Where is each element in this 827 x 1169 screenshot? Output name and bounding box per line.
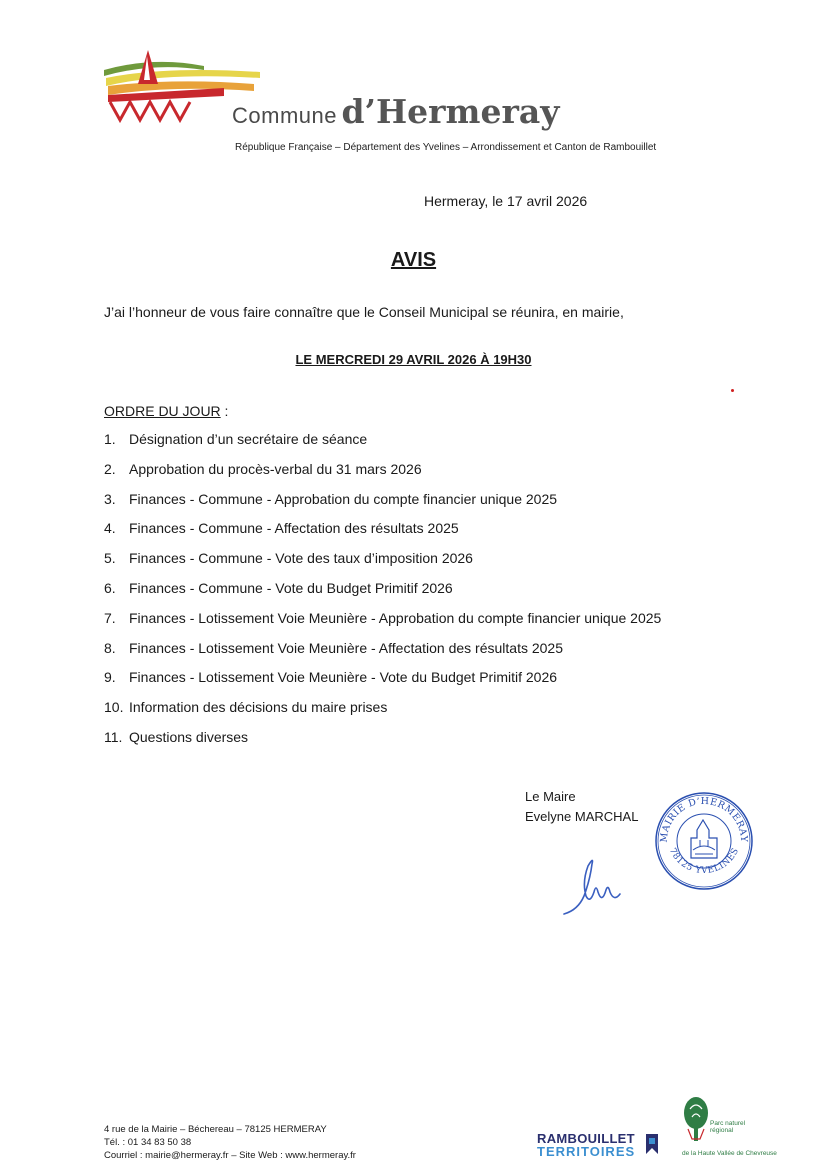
agenda-item — [104, 490, 661, 520]
agenda-item — [104, 549, 661, 579]
agenda-item-text: Questions diverses — [129, 728, 249, 745]
agenda-item-text: Finances - Lotissement Voie Meunière - Vote du Budget Primitif 2026 — [129, 669, 558, 686]
rambouillet-territoires-logo — [537, 1131, 665, 1161]
agenda-item-text: Finances - Commune - Vote des taux d’imposition 2026 — [129, 550, 473, 567]
agenda-item-number: 1. — [104, 431, 116, 447]
agenda-item — [104, 698, 661, 728]
agenda-item-text: Approbation du procès-verbal du 31 mars 2026 — [129, 460, 422, 477]
stamp-top-text: MAIRIE D’HERMERAY — [658, 795, 750, 843]
signatory-name: Evelyne MARCHAL — [525, 809, 639, 824]
agenda-item — [104, 609, 661, 639]
agenda-item — [104, 460, 661, 490]
parc-logo-line1: Parc naturel régional — [710, 1120, 746, 1134]
agenda-item-text: Finances - Commune - Affectation des résultats 2025 — [129, 520, 459, 537]
parc-naturel-logo — [680, 1095, 777, 1165]
agenda-item — [104, 519, 661, 549]
red-mark — [731, 389, 734, 392]
agenda-item-number: 5. — [104, 550, 116, 567]
commune-name — [232, 92, 559, 131]
signatory-role: Le Maire — [525, 789, 576, 804]
page-title: AVIS — [390, 249, 437, 271]
agenda-item-number: 8. — [104, 639, 116, 656]
meeting-date: LE MERCREDI 29 AVRIL 2026 À 19H30 — [295, 352, 532, 367]
footer-contact: Courriel : mairie@hermeray.fr – Site Web : www.hermeray.fr — [104, 1150, 356, 1161]
rambouillet-mark-icon — [645, 1132, 659, 1156]
rambouillet-logo-line2: TERRITOIRES — [537, 1144, 636, 1159]
commune-prefix: Commune — [232, 103, 337, 128]
agenda-list — [104, 430, 661, 758]
agenda-item-text: Désignation d’un secrétaire de séance — [129, 431, 368, 447]
svg-text:78125 YVELINES — [667, 847, 741, 877]
agenda-heading-suffix: : — [220, 403, 229, 419]
mayor-signature-icon — [558, 852, 628, 922]
intro-paragraph: J’ai l’honneur de vous faire connaître que le Conseil Municipal se réunira, en mairie, — [104, 304, 624, 320]
agenda-item — [104, 668, 661, 698]
agenda-item-text: Finances - Commune - Approbation du compte financier unique 2025 — [129, 490, 558, 507]
parc-logo-line2: de la Haute Vallée de Chevreuse — [682, 1150, 777, 1157]
agenda-item-text: Finances - Lotissement Voie Meunière - Approbation du compte financier unique 2025 — [129, 609, 662, 626]
footer-address-block — [104, 1123, 356, 1162]
parc-tree-icon — [682, 1095, 712, 1145]
agenda-item-text: Finances - Lotissement Voie Meunière - Affectation des résultats 2025 — [129, 639, 563, 656]
agenda-item — [104, 639, 661, 669]
agenda-item-text: Finances - Commune - Vote du Budget Primitif 2026 — [129, 579, 453, 596]
signature-block — [525, 787, 638, 827]
agenda-item — [104, 579, 661, 609]
agenda-item-number: 7. — [104, 609, 116, 626]
agenda-item-number: 11. — [104, 728, 123, 745]
date-line: Hermeray, le 17 avril 2026 — [424, 193, 588, 209]
agenda-item-number: 10. — [104, 699, 124, 716]
svg-text:MAIRIE D’HERMERAY — [659, 796, 749, 843]
agenda-heading — [104, 403, 228, 419]
agenda-item-text: Information des décisions du maire prises — [129, 699, 388, 716]
agenda-item-number: 4. — [104, 520, 116, 537]
agenda-item-number: 3. — [104, 490, 116, 507]
header-subtitle: République Française – Département des Yvelines – Arrondissement et Canton de Rambouillet — [235, 142, 657, 153]
agenda-item-number: 6. — [104, 579, 116, 596]
stamp-bottom-text: 78125 YVELINES — [666, 846, 742, 877]
mairie-stamp-icon — [653, 790, 755, 892]
rambouillet-logo-line1: RAMBOUILLET — [537, 1131, 635, 1146]
agenda-item — [104, 728, 661, 758]
agenda-item — [104, 430, 661, 460]
agenda-item-number: 9. — [104, 669, 116, 686]
agenda-heading-label: ORDRE DU JOUR — [104, 403, 221, 419]
agenda-item-number: 2. — [104, 460, 116, 477]
commune-title: d’Hermeray — [341, 92, 560, 131]
footer-address: 4 rue de la Mairie – Béchereau – 78125 HERMERAY — [104, 1124, 327, 1135]
footer-phone: Tél. : 01 34 83 50 38 — [104, 1137, 192, 1148]
